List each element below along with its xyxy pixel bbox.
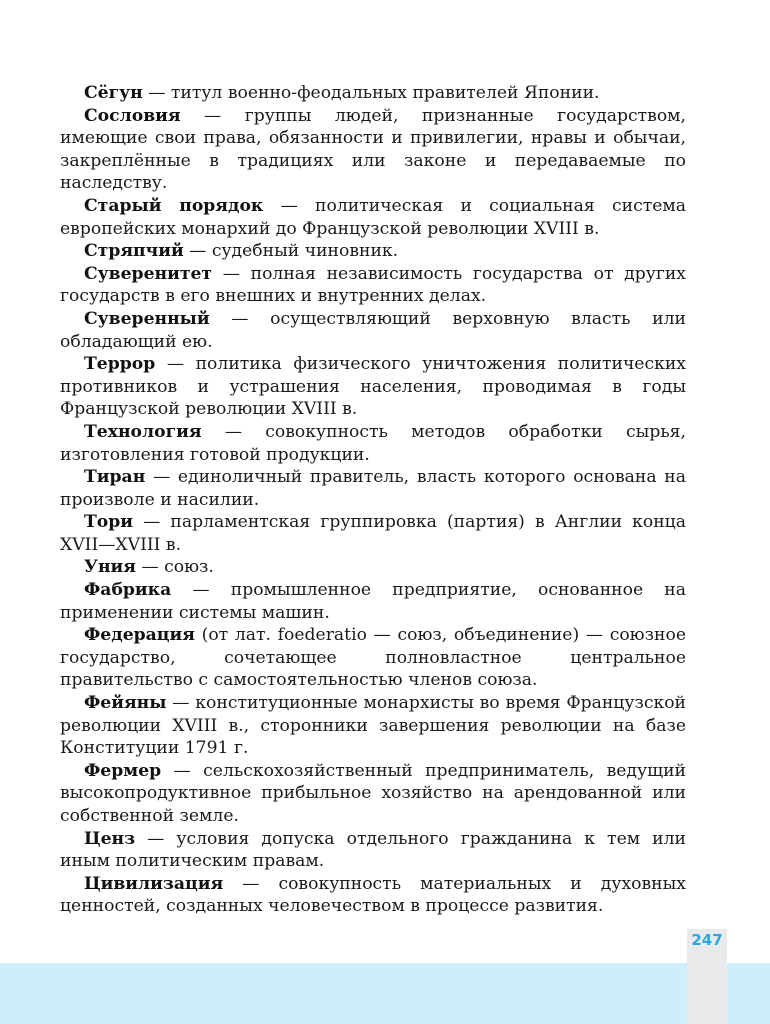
glossary-term: Тори — [84, 512, 134, 533]
glossary-definition: — политическая и социальная система европейских монархий до Французской революции XVIII в. — [60, 195, 686, 239]
glossary-entry — [60, 624, 686, 692]
glossary-entry — [60, 240, 686, 263]
glossary-term: Фейяны — [84, 693, 167, 714]
glossary-entry — [60, 579, 686, 624]
glossary-entry — [60, 308, 686, 353]
glossary-definition: (от лат. foederatio — союз, объединение) — союзное государство, сочетающее полновластное центральное правительство с самостоятельностью членов союза. — [60, 625, 686, 691]
glossary-definition: — единоличный правитель, власть которого основана на произволе и насилии. — [60, 467, 686, 510]
glossary-definition: — совокупность материальных и духовных ценностей, созданных человечеством в процессе развития. — [60, 873, 686, 917]
glossary-definition: — политика физического уничтожения политических противников и устрашения населения, проводимая в годы Французской революции XVIII в. — [60, 354, 686, 420]
glossary-term: Террор — [84, 354, 156, 375]
glossary-term: Старый порядок — [84, 195, 264, 216]
glossary-definition: — группы людей, признанные государством, имеющие свои права, обязанности и привилегии, нравы и обычаи, закреплённые в традициях или законе и передаваемые по наследству. — [60, 105, 686, 194]
glossary-definition: — судебный чиновник. — [183, 241, 399, 262]
glossary-entry — [60, 828, 686, 873]
bottom-color-band — [0, 963, 770, 1024]
glossary-entry — [60, 556, 686, 579]
glossary-term: Суверенитет — [84, 263, 213, 284]
glossary-term: Сословия — [84, 105, 181, 126]
glossary-definition: — осуществляющий верховную власть или обладающий ею. — [60, 308, 686, 352]
glossary-term: Фермер — [84, 760, 162, 781]
glossary-list — [60, 82, 686, 918]
glossary-term: Уния — [84, 557, 136, 578]
glossary-entry — [60, 760, 686, 828]
glossary-term: Фабрика — [84, 580, 172, 601]
glossary-entry — [60, 873, 686, 918]
glossary-term: Цивилизация — [84, 873, 224, 894]
glossary-definition: — промышленное предприятие, основанное на применении системы машин. — [60, 580, 686, 623]
glossary-entry — [60, 511, 686, 556]
glossary-entry — [60, 82, 686, 105]
glossary-term: Ценз — [84, 828, 136, 849]
glossary-definition: — парламентская группировка (партия) в Англии конца XVII—XVIII в. — [60, 512, 686, 555]
glossary-definition: — полная независимость государства от других государств в его внешних и внутренних делах. — [60, 263, 686, 307]
glossary-definition: — сельскохозяйственный предприниматель, ведущий высокопродуктивное прибыльное хозяйство на арендованной или собственной земле. — [60, 760, 686, 826]
glossary-term: Суверенный — [84, 308, 210, 329]
glossary-entry — [60, 466, 686, 511]
glossary-entry — [60, 263, 686, 308]
glossary-entry — [60, 195, 686, 240]
glossary-entry — [60, 692, 686, 760]
glossary-definition: — титул военно-феодальных правителей Японии. — [142, 83, 600, 103]
glossary-entry — [60, 353, 686, 421]
glossary-term: Стряпчий — [84, 241, 184, 262]
glossary-term: Сёгун — [84, 83, 143, 103]
glossary-definition: — условия допуска отдельного гражданина к тем или иным политическим правам. — [60, 828, 686, 872]
glossary-definition: — совокупность методов обработки сырья, изготовления готовой продукции. — [60, 421, 686, 465]
glossary-definition: — союз. — [135, 557, 214, 578]
glossary-term: Федерация — [84, 625, 195, 646]
glossary-term: Технология — [84, 421, 202, 442]
glossary-definition: — конституционные монархисты во время Французской революции XVIII в., сторонники завершения революции на базе Конституции 1791 г. — [60, 693, 686, 759]
glossary-term: Тиран — [84, 467, 146, 488]
glossary-entry — [60, 421, 686, 466]
glossary-entry — [60, 105, 686, 195]
page-number: 247 — [691, 931, 723, 949]
